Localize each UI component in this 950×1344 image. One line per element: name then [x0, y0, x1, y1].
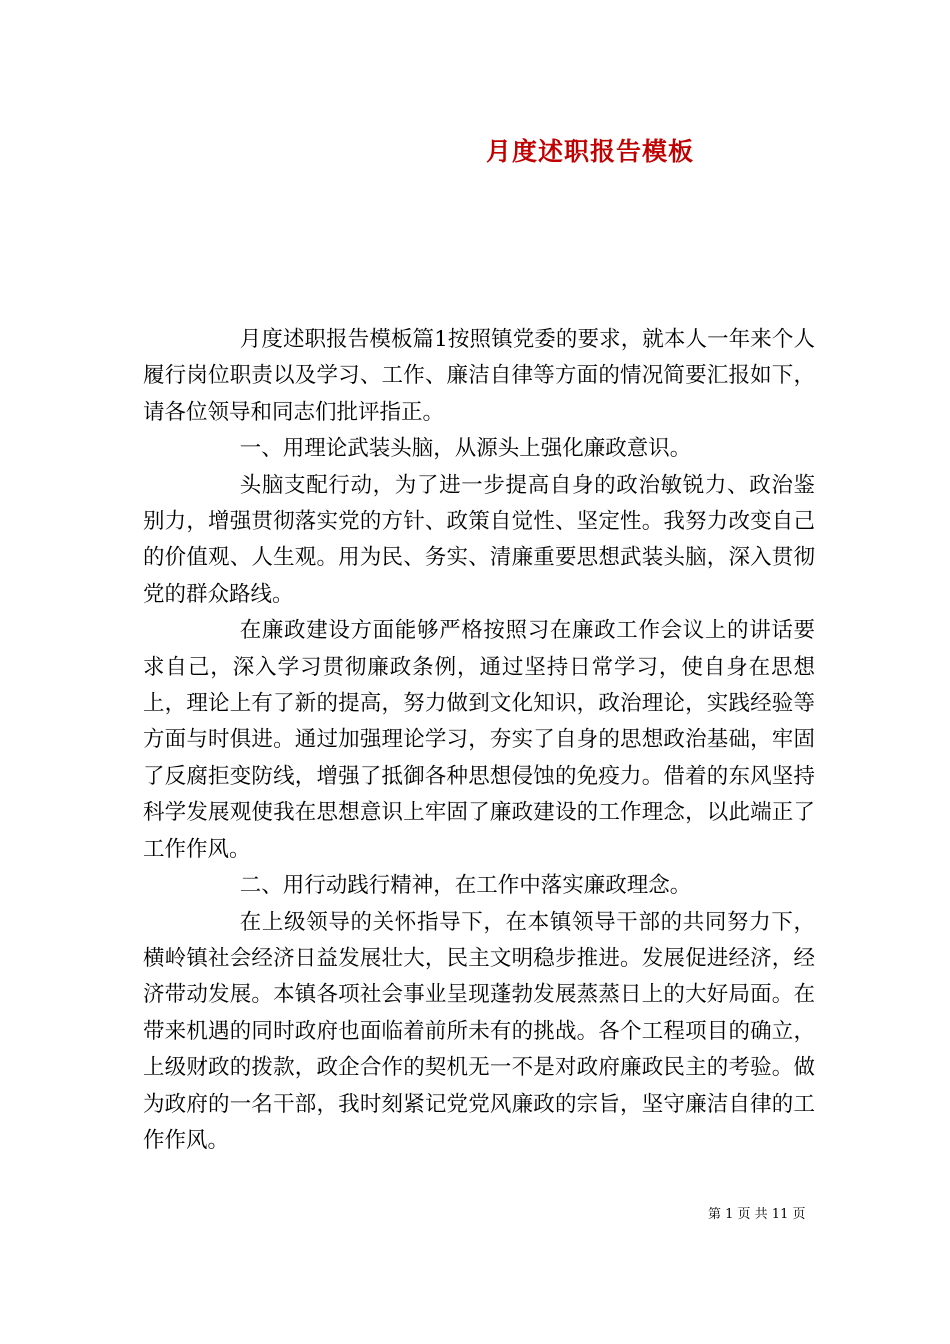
paragraph-section-2-a: 在上级领导的关怀指导下，在本镇领导干部的共同努力下，横岭镇社会经济日益发展壮大，民主文明稳步推进。发展促进经济，经济带动发展。本镇各项社会事业呈现蓬勃发展蒸蒸日上的大好局面。在带来机遇的同时政府也面临着前所未有的挑战。各个工程项目的确立，上级财政的拨款，政企合作的契机无一不是对政府廉政民主的考验。做为政府的一名干部，我时刻紧记党党风廉政的宗旨，坚守廉洁自律的工作作风。	[143, 909, 815, 1153]
page-title: 月度述职报告模板	[485, 137, 694, 166]
paragraph-section-1-b: 在廉政建设方面能够严格按照习在廉政工作会议上的讲话要求自己，深入学习贯彻廉政条例，通过坚持日常学习，使自身在思想上，理论上有了新的提高，努力做到文化知识，政治理论，实践经验等方面与时俱进。通过加强理论学习，夯实了自身的思想政治基础，牢固了反腐拒变防线，增强了抵御各种思想侵蚀的免疫力。借着的东风坚持科学发展观使我在思想意识上牢固了廉政建设的工作理念，以此端正了工作作风。	[143, 618, 815, 862]
paragraph-intro: 月度述职报告模板篇1按照镇党委的要求，就本人一年来个人履行岗位职责以及学习、工作、廉洁自律等方面的情况简要汇报如下，请各位领导和同志们批评指正。	[143, 327, 815, 425]
page-footer: 第 1 页 共 11 页	[708, 1207, 806, 1222]
paragraph-section-1-a: 头脑支配行动，为了进一步提高自身的政治敏锐力、政治鉴别力，增强贯彻落实党的方针、政策自觉性、坚定性。我努力改变自己的价值观、人生观。用为民、务实、清廉重要思想武装头脑，深入贯彻党的群众路线。	[143, 472, 815, 607]
body-text	[143, 322, 815, 1159]
section-heading-2: 二、用行动践行精神，在工作中落实廉政理念。	[239, 873, 692, 899]
section-heading-1: 一、用理论武装头脑，从源头上强化廉政意识。	[239, 436, 692, 462]
